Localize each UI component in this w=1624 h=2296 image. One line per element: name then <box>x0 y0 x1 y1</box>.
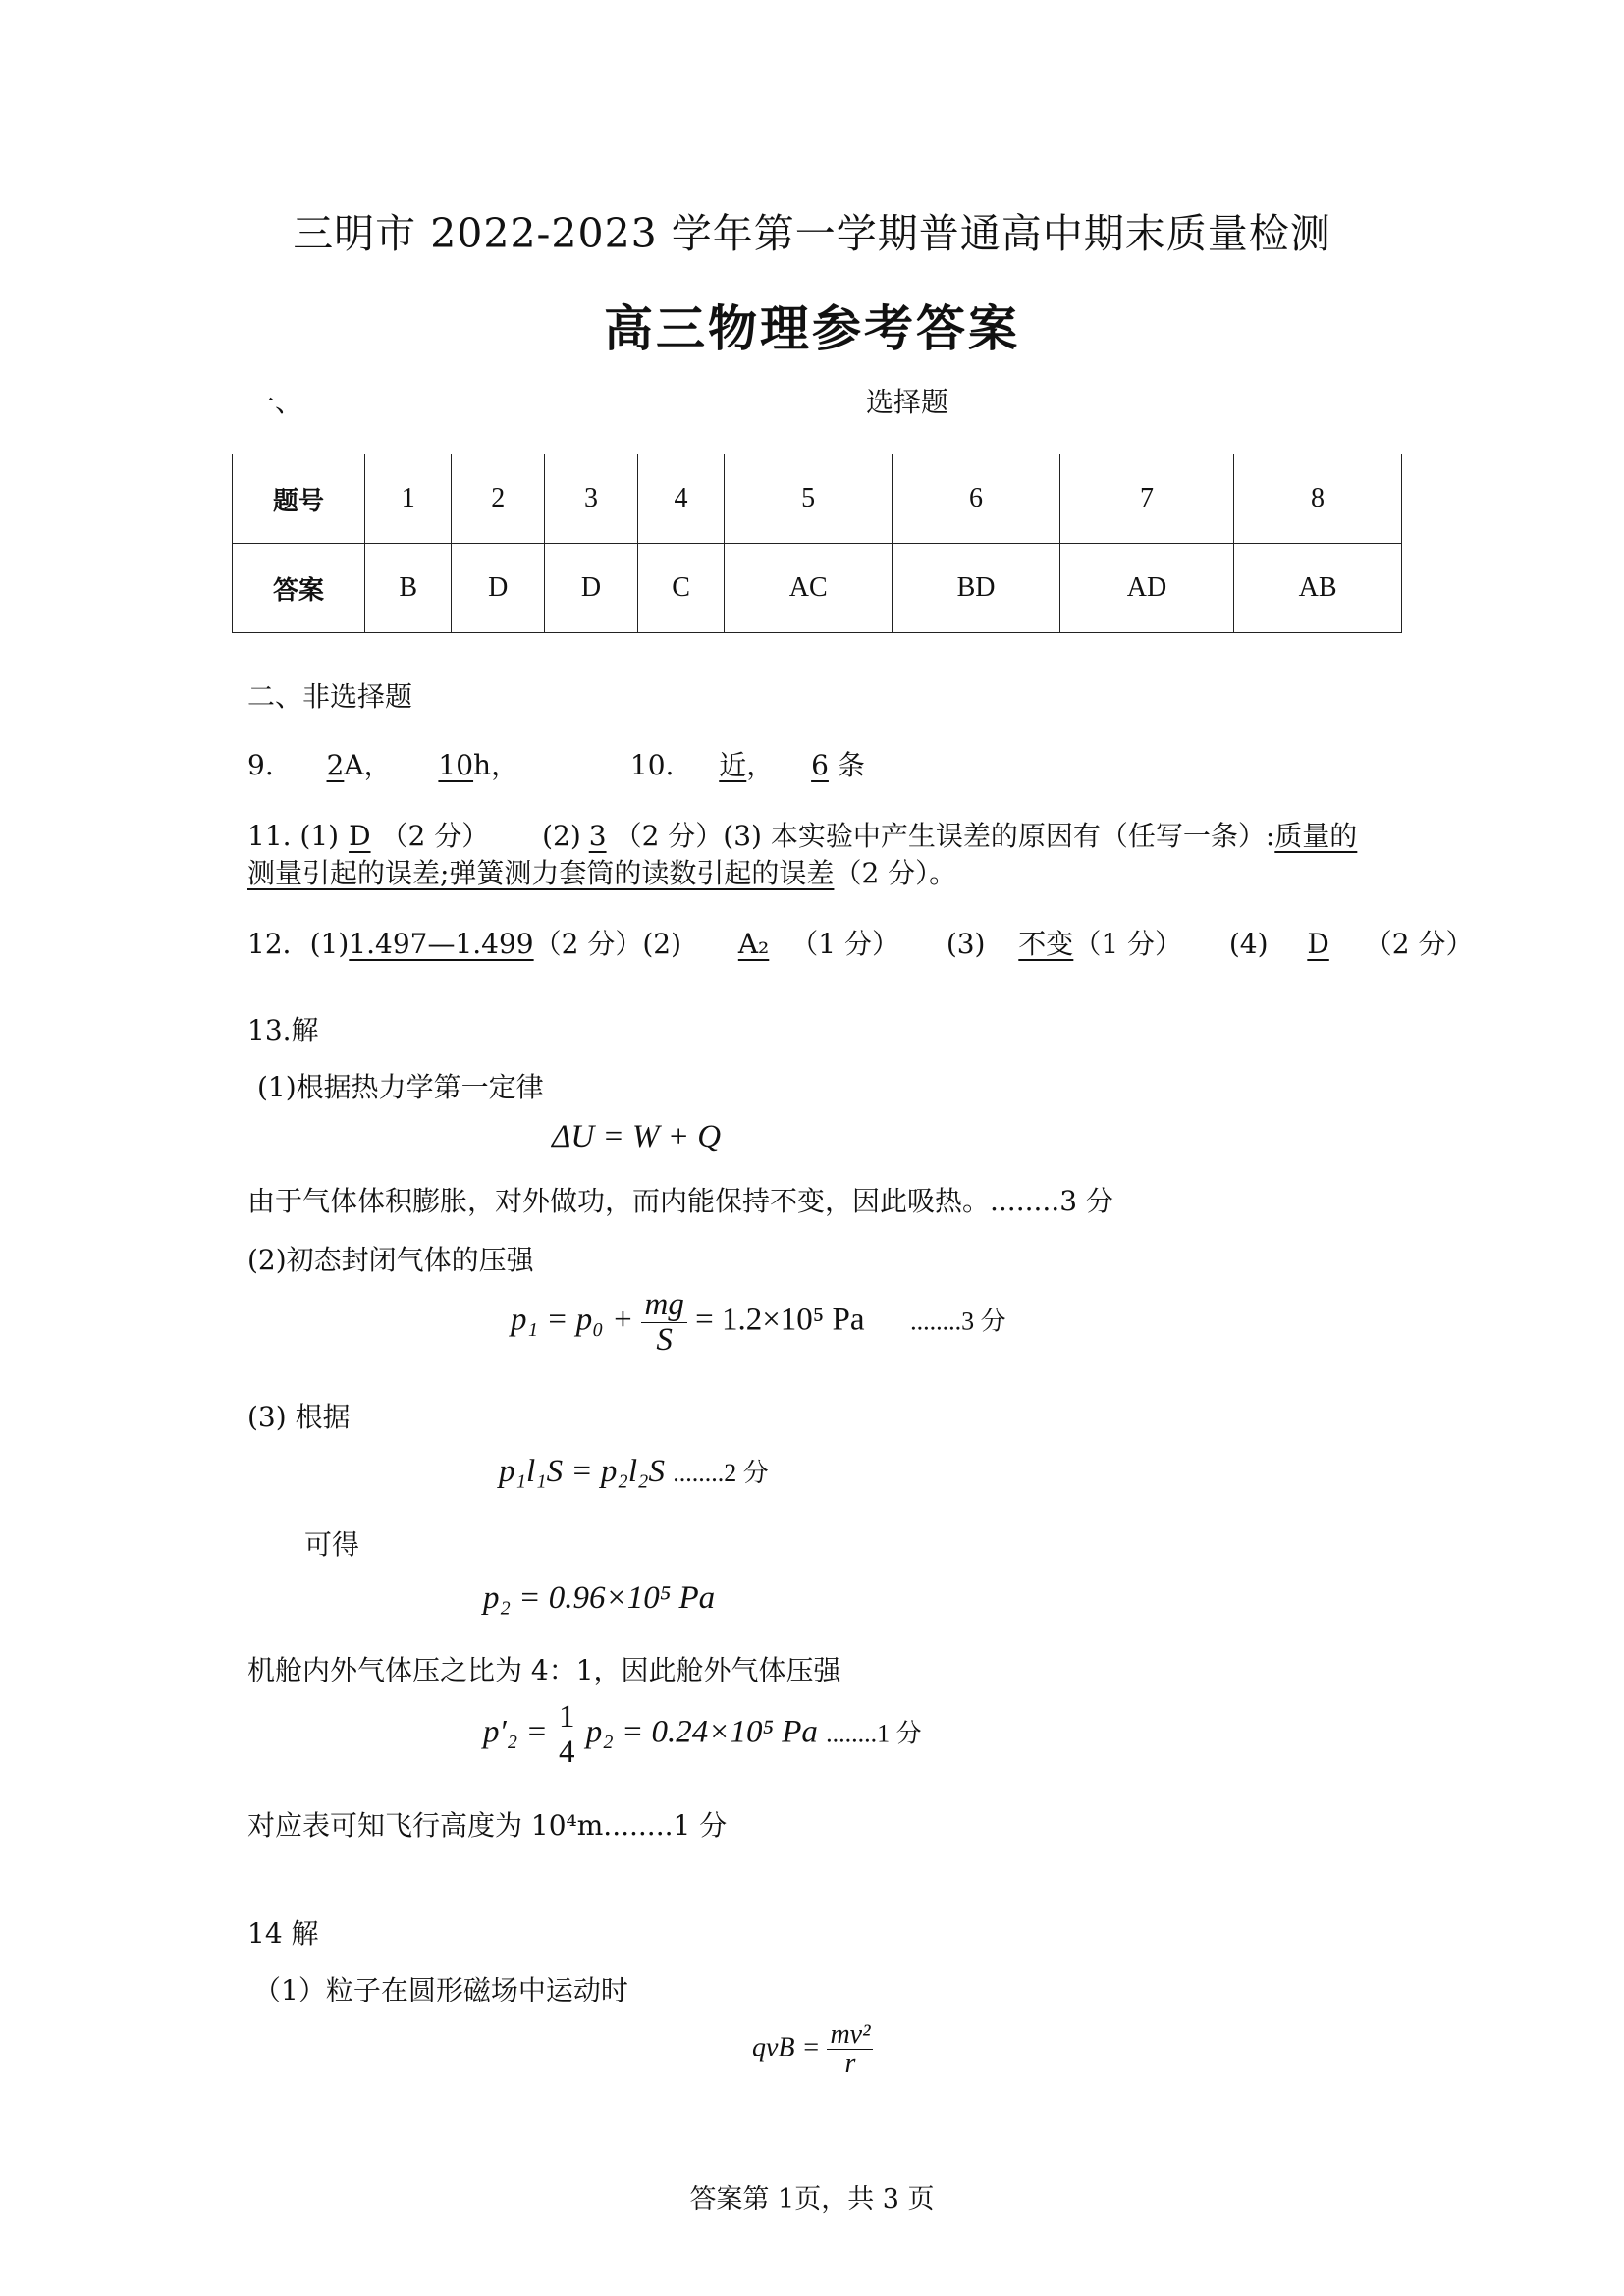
q14-eq1-fraction <box>827 2020 873 2079</box>
q13-heading: 13.解 <box>247 1014 319 1046</box>
q12-answer-2: A₂ <box>737 928 770 960</box>
table-cell: 7 <box>1059 454 1233 544</box>
q12-score-1: （2 分）(2) <box>533 928 682 960</box>
q14-heading: 14 解 <box>247 1917 319 1949</box>
q12-answer-3: 不变 <box>1018 928 1074 960</box>
q10-sep: ， <box>746 749 775 781</box>
q13-line-3: (2)初态封闭气体的压强 <box>247 1244 534 1276</box>
q11-answer-1: D <box>349 820 371 852</box>
table-cell: 4 <box>637 454 724 544</box>
page-subtitle: 高三物理参考答案 <box>604 299 1020 357</box>
q11-score-3: （2 分）。 <box>834 857 957 889</box>
q11-line-1 <box>247 815 1357 854</box>
q9-answer-2: 10 <box>438 749 474 781</box>
q9-number: 9. <box>247 749 274 781</box>
table-cell: AD <box>1059 544 1233 633</box>
q13-line-2: 由于气体体积膨胀，对外做功，而内能保持不变，因此吸热。........3 分 <box>247 1185 1113 1217</box>
q13-equation-1 <box>552 1119 721 1155</box>
q9-unit-2: h， <box>473 749 519 781</box>
q11-score-1: （2 分） <box>380 820 490 852</box>
section1-title: 选择题 <box>866 386 949 418</box>
q11-answer-3b: 测量引起的误差;弹簧测力套筒的读数引起的误差 <box>247 857 835 889</box>
q12-part1: 12．(1) <box>247 928 350 960</box>
section1-index: 一、 <box>247 386 303 418</box>
table-cell: B <box>365 544 452 633</box>
q9-answer-1: 2 <box>326 749 345 781</box>
table-cell: D <box>452 544 545 633</box>
table-cell: 5 <box>725 454 893 544</box>
q13-eq3-score: ........2 分 <box>673 1459 769 1487</box>
q13-eq4-text: p₂ = 0.96×10⁵ Pa <box>483 1580 716 1616</box>
table-cell: 6 <box>893 454 1060 544</box>
q13-eq5-numerator: 1 <box>556 1700 578 1735</box>
page-title: 三明市 2022-2023 学年第一学期普通高中期末质量检测 <box>293 210 1331 257</box>
q14-eq1-denominator: r <box>844 2049 856 2080</box>
q9-unit-1: A， <box>344 749 392 781</box>
q12-score-2: （1 分） <box>790 928 899 960</box>
q12-part3: (3) <box>946 928 986 960</box>
q12-answer-1: 1.497—1.499 <box>349 928 534 960</box>
q11-part2: (2) <box>542 820 581 852</box>
q11-answer-2: 3 <box>588 820 607 852</box>
table-cell: AB <box>1234 544 1402 633</box>
table-cell: 3 <box>545 454 638 544</box>
table-header-cell: 题号 <box>233 454 365 544</box>
q13-line-5: 可得 <box>304 1528 360 1561</box>
table-cell: D <box>545 544 638 633</box>
q13-eq5-fraction <box>556 1700 578 1769</box>
q11-answer-3a: 质量的 <box>1274 820 1358 852</box>
table-cell: 2 <box>452 454 545 544</box>
q13-line-7: 对应表可知飞行高度为 10⁴m........1 分 <box>247 1809 728 1842</box>
table-cell: C <box>637 544 724 633</box>
q11-score-2: （2 分）(3) 本实验中产生误差的原因有（任写一条）: <box>614 820 1275 852</box>
q10-unit: 条 <box>837 749 865 781</box>
q13-eq5-rhs: p₂ = 0.24×10⁵ Pa <box>585 1714 818 1750</box>
q13-equation-2 <box>511 1288 1006 1357</box>
table-cell: 8 <box>1234 454 1402 544</box>
q13-line-1: (1)根据热力学第一定律 <box>257 1071 544 1103</box>
page-footer: 答案第 1页，共 3 页 <box>689 2184 935 2215</box>
q12-score-4: （2 分） <box>1364 928 1474 960</box>
q13-eq2-numerator: mg <box>641 1288 686 1323</box>
section2-title: 二、非选择题 <box>247 680 413 713</box>
q12-line <box>247 923 1474 962</box>
q13-line-4: (3) 根据 <box>247 1401 351 1433</box>
q13-equation-5 <box>483 1700 922 1769</box>
q13-eq5-lhs: p′₂ = <box>483 1714 548 1750</box>
q9-line <box>247 744 865 783</box>
table-cell: 1 <box>365 454 452 544</box>
table-cell: BD <box>893 544 1060 633</box>
q13-eq2-score: ........3 分 <box>910 1307 1006 1336</box>
answer-table <box>232 454 1402 633</box>
q12-part4: (4) <box>1228 928 1269 960</box>
q14-line-1: （1）粒子在圆形磁场中运动时 <box>253 1974 628 2006</box>
q13-eq2-fraction <box>641 1288 686 1357</box>
q14-eq1-numerator: mv² <box>827 2020 873 2050</box>
table-row <box>233 544 1402 633</box>
q14-equation-1 <box>752 2020 873 2079</box>
q11-part1: 11. (1) <box>247 820 340 852</box>
q10-answer-1: 近 <box>719 749 747 781</box>
q13-eq5-score: ........1 分 <box>826 1719 922 1748</box>
table-header-cell: 答案 <box>233 544 365 633</box>
q10-number: 10. <box>629 749 675 781</box>
q12-score-3: （1 分） <box>1073 928 1183 960</box>
q13-eq2-denominator: S <box>656 1321 673 1358</box>
q14-eq1-lhs: qvB = <box>752 2032 821 2063</box>
table-row <box>233 454 1402 544</box>
q10-answer-2: 6 <box>811 749 829 781</box>
q12-answer-4: D <box>1307 928 1329 960</box>
q13-equation-4 <box>483 1580 715 1617</box>
q13-equation-3 <box>499 1453 769 1490</box>
q13-eq2-lhs: p₁ = p₀ + <box>511 1302 634 1338</box>
table-cell: AC <box>725 544 893 633</box>
q13-eq2-rhs: = 1.2×10⁵ Pa <box>695 1302 865 1338</box>
q13-eq3-text: p₁l₁S = p₂l₂S <box>499 1454 665 1489</box>
q13-equation-1-text: ΔU = W + Q <box>552 1119 722 1154</box>
q13-line-6: 机舱内外气体压之比为 4：1，因此舱外气体压强 <box>247 1654 841 1686</box>
q11-line-2 <box>247 852 956 891</box>
q13-eq5-denominator: 4 <box>558 1734 575 1770</box>
